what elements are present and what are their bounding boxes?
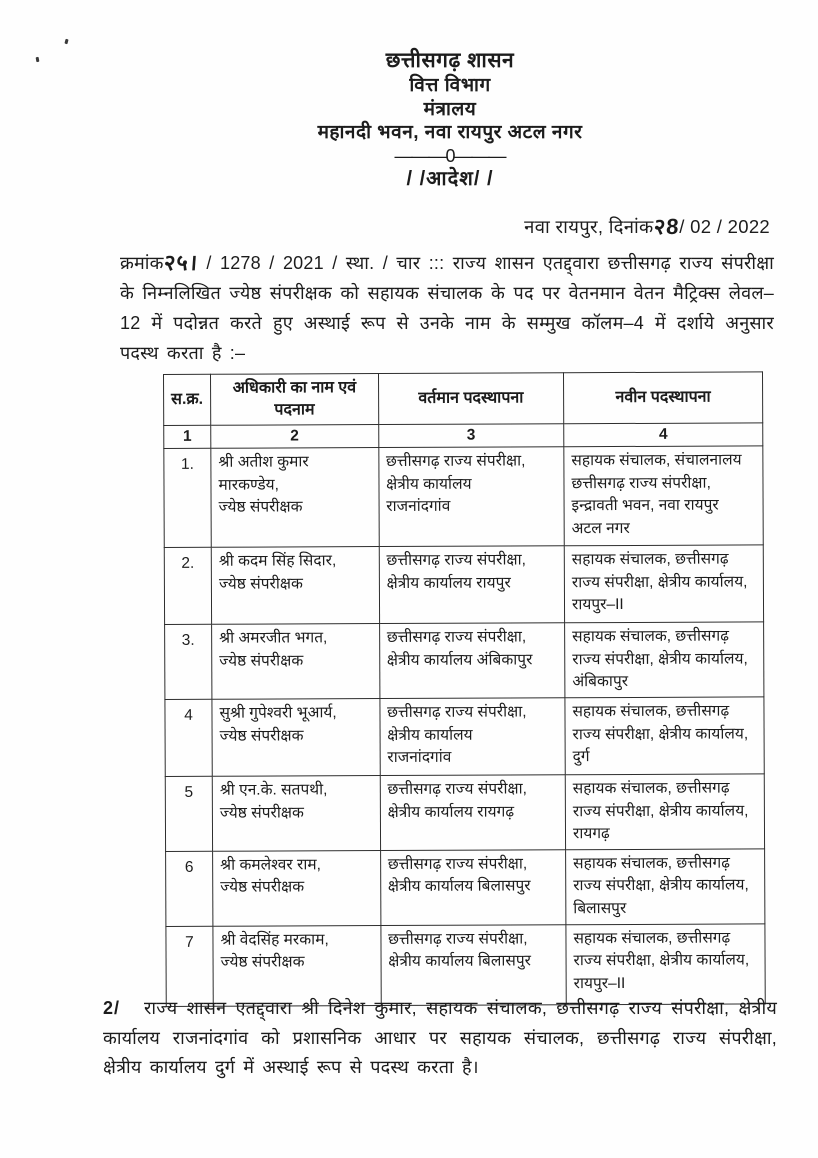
ornamental-divider: ———0——— — [394, 145, 506, 166]
ministry-name: मंत्रालय — [423, 98, 477, 120]
officer-name-cell: श्री कदम सिंह सिदार, ज्येष्ठ संपरीक्षक — [211, 547, 379, 625]
table-row — [164, 446, 763, 548]
ref-number-prefix: क्रमांक — [120, 253, 164, 273]
table-row — [164, 545, 763, 625]
column-number-row — [164, 423, 763, 449]
sno-cell: 1. — [164, 448, 211, 547]
header-row — [164, 372, 763, 426]
office-address: महानदी भवन, नवा रायपुर अटल नगर — [317, 122, 583, 143]
new-posting-cell: सहायक संचालक, छत्तीसगढ़ राज्य संपरीक्षा, क्षेत्रीय कार्यालय, रायपुर–II — [566, 923, 765, 1004]
sno-cell: 2. — [164, 547, 211, 624]
header-sno: स.क्र. — [164, 374, 211, 425]
sno-cell: 4 — [165, 699, 212, 776]
officer-name-cell: श्री एन.के. सतपथी, ज्येष्ठ संपरीक्षक — [212, 776, 380, 851]
date-suffix: / 02 / 2022 — [679, 216, 770, 237]
current-posting-cell: छत्तीसगढ़ राज्य संपरीक्षा, क्षेत्रीय कार्यालय अंबिकापुर — [379, 623, 565, 699]
posting-table — [163, 371, 766, 1006]
new-posting-cell: सहायक संचालक, छत्तीसगढ़ राज्य संपरीक्षा, क्षेत्रीय कार्यालय, रायपुर–II — [564, 545, 763, 623]
current-posting-cell: छत्तीसगढ़ राज्य संपरीक्षा, क्षेत्रीय कार्यालय राजनांदगांव — [380, 698, 566, 776]
paragraph-2-number: 2/ — [103, 998, 121, 1018]
order-paragraph-2 — [103, 994, 777, 1083]
posting-table-body — [164, 446, 765, 1006]
officer-name-cell: श्री अमरजीत भगत, ज्येष्ठ संपरीक्षक — [212, 624, 380, 700]
officer-name-cell: सुश्री गुपेश्वरी भूआर्य, ज्येष्ठ संपरीक्षक — [212, 699, 380, 777]
table-row — [166, 848, 765, 926]
new-posting-cell: सहायक संचालक, छत्तीसगढ़ राज्य संपरीक्षा, क्षेत्रीय कार्यालय, रायगढ़ — [565, 774, 764, 849]
column-number-4: 4 — [564, 423, 763, 447]
sno-cell: 7 — [166, 926, 213, 1006]
order-paragraph-1 — [120, 247, 774, 368]
sno-cell: 5 — [165, 776, 212, 851]
scan-speck — [36, 57, 40, 62]
new-posting-cell: सहायक संचालक, छत्तीसगढ़ राज्य संपरीक्षा, क्षेत्रीय कार्यालय, बिलासपुर — [566, 848, 765, 924]
handwritten-ref-number: २५। — [162, 250, 199, 275]
current-posting-cell: छत्तीसगढ़ राज्य संपरीक्षा, क्षेत्रीय कार्यालय बिलासपुर — [381, 924, 567, 1005]
sno-cell: 3. — [165, 624, 212, 699]
date-prefix: नवा रायपुर, दिनांक — [524, 216, 654, 237]
order-paragraph-1-body: / 1278 / 2021 / स्था. / चार ::: राज्य शासन एतद्द्वारा छत्तीसगढ़ राज्य संपरीक्षा के निम्नलिखित ज्येष्ठ संपरीक्षक को सहायक संचालक के पद पर वेतनमान वेतन मैट्रिक्स लेवल–12 में पदोन्नत करते हुए अस्थाई रूप से उनके नाम के सम्मुख कॉलम–4 में दर्शाये अनुसार पदस्थ करता है :– — [120, 253, 774, 363]
table-row — [165, 774, 764, 851]
current-posting-cell: छत्तीसगढ़ राज्य संपरीक्षा, क्षेत्रीय कार्यालय रायगढ़ — [380, 775, 566, 850]
order-paragraph-2-body: राज्य शासन एतद्द्वारा श्री दिनेश कुमार, सहायक संचालक, छत्तीसगढ़ राज्य संपरीक्षा, क्षेत्रीय कार्यालय राजनांदगांव को प्रशासनिक आधार पर सहायक संचालक, छत्तीसगढ़ राज्य संपरीक्षा, क्षेत्रीय कार्यालय दुर्ग में अस्थाई रूप से पदस्थ करता है। — [103, 998, 777, 1077]
new-posting-cell: सहायक संचालक, छत्तीसगढ़ राज्य संपरीक्षा, क्षेत्रीय कार्यालय, दुर्ग — [565, 697, 764, 775]
officer-name-cell: श्री अतीश कुमार मारकण्डेय, ज्येष्ठ संपरीक्षक — [211, 448, 379, 548]
place-date-line — [524, 210, 770, 240]
posting-table-head — [164, 372, 763, 449]
department-name: वित्त विभाग — [409, 75, 491, 96]
new-posting-cell: सहायक संचालक, छत्तीसगढ़ राज्य संपरीक्षा, क्षेत्रीय कार्यालय, अंबिकापुर — [565, 622, 764, 698]
handwritten-day: २8 — [652, 214, 681, 239]
header-new-posting: नवीन पदस्थापना — [563, 372, 762, 424]
header-current-posting: वर्तमान पदस्थापना — [378, 373, 564, 425]
current-posting-cell: छत्तीसगढ़ राज्य संपरीक्षा, क्षेत्रीय कार्यालय रायपुर — [379, 546, 565, 624]
government-name: छत्तीसगढ़ शासन — [385, 49, 515, 72]
column-number-2: 2 — [211, 425, 379, 449]
current-posting-cell: छत्तीसगढ़ राज्य संपरीक्षा, क्षेत्रीय कार्यालय बिलासपुर — [380, 849, 566, 925]
sno-cell: 6 — [166, 851, 213, 926]
header-officer-name: अधिकारी का नाम एवं पदनाम — [211, 374, 379, 426]
officer-name-cell: श्री कमलेश्वर राम, ज्येष्ठ संपरीक्षक — [213, 850, 381, 926]
order-title: / /आदेश/ / — [406, 168, 494, 190]
scan-speck — [64, 39, 68, 45]
column-number-1: 1 — [164, 425, 211, 448]
officer-name-cell: श्री वेदसिंह मरकाम, ज्येष्ठ संपरीक्षक — [213, 925, 381, 1006]
letterhead — [86, 48, 814, 192]
column-number-3: 3 — [378, 424, 563, 448]
table-row — [165, 622, 764, 700]
table-row — [165, 697, 764, 777]
current-posting-cell: छत्तीसगढ़ राज्य संपरीक्षा, क्षेत्रीय कार्यालय राजनांदगांव — [378, 447, 564, 547]
new-posting-cell: सहायक संचालक, संचालनालय छत्तीसगढ़ राज्य संपरीक्षा, इन्द्रावती भवन, नवा रायपुर अटल नगर — [564, 446, 763, 546]
